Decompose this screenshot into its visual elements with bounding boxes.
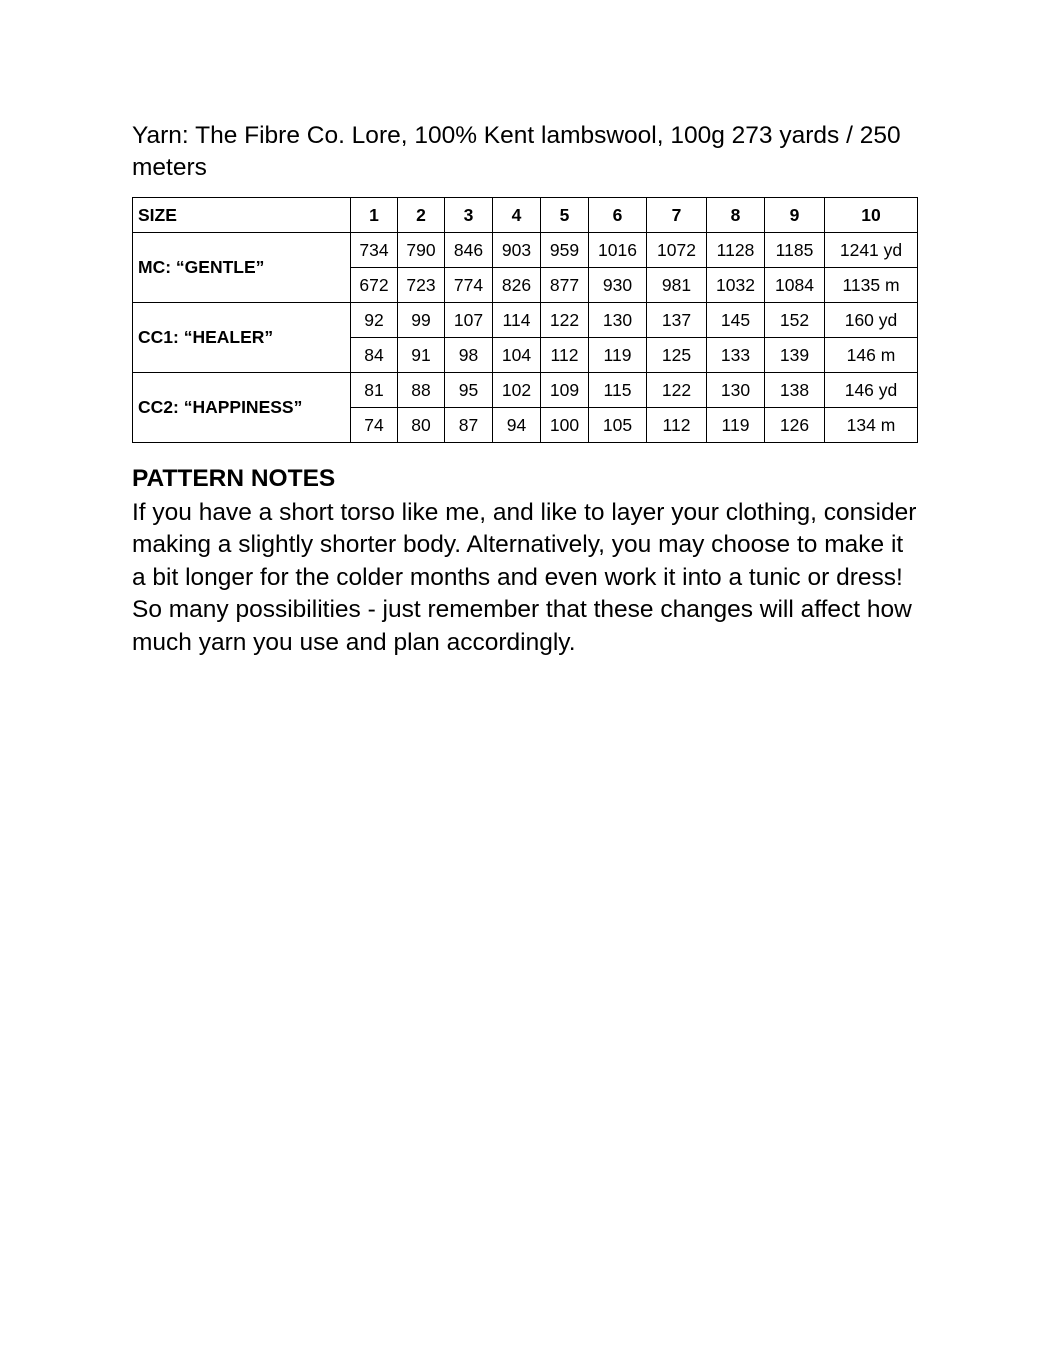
table-cell: 88 xyxy=(398,373,445,408)
table-row xyxy=(133,303,918,338)
table-cell: 80 xyxy=(398,408,445,443)
table-cell: 134 m xyxy=(825,408,918,443)
header-size: 3 xyxy=(445,198,493,233)
header-size: 9 xyxy=(765,198,825,233)
table-cell: 100 xyxy=(541,408,589,443)
table-cell: 102 xyxy=(493,373,541,408)
header-size: 8 xyxy=(707,198,765,233)
table-cell: 1072 xyxy=(647,233,707,268)
table-cell: 145 xyxy=(707,303,765,338)
table-cell: 846 xyxy=(445,233,493,268)
header-size-label: SIZE xyxy=(133,198,351,233)
yarn-quantity-table xyxy=(132,197,918,443)
table-cell: 903 xyxy=(493,233,541,268)
table-cell: 130 xyxy=(707,373,765,408)
table-cell: 112 xyxy=(541,338,589,373)
table-cell: 125 xyxy=(647,338,707,373)
table-cell: 1185 xyxy=(765,233,825,268)
header-size: 2 xyxy=(398,198,445,233)
table-cell: 87 xyxy=(445,408,493,443)
table-cell: 672 xyxy=(351,268,398,303)
table-row xyxy=(133,233,918,268)
table-cell: 1128 xyxy=(707,233,765,268)
table-cell: 1135 m xyxy=(825,268,918,303)
table-cell: 109 xyxy=(541,373,589,408)
table-cell: 137 xyxy=(647,303,707,338)
table-row xyxy=(133,373,918,408)
group-label-cc2: CC2: “HAPPINESS” xyxy=(133,373,351,443)
pattern-notes-heading: PATTERN NOTES xyxy=(132,465,336,492)
header-size: 6 xyxy=(589,198,647,233)
table-cell: 723 xyxy=(398,268,445,303)
table-cell: 115 xyxy=(589,373,647,408)
table-cell: 119 xyxy=(589,338,647,373)
yarn-description: Yarn: The Fibre Co. Lore, 100% Kent lambswool, 100g 273 yards / 250 meters xyxy=(132,122,901,181)
table-cell: 1084 xyxy=(765,268,825,303)
table-cell: 959 xyxy=(541,233,589,268)
table-cell: 826 xyxy=(493,268,541,303)
table-cell: 84 xyxy=(351,338,398,373)
table-cell: 877 xyxy=(541,268,589,303)
table-cell: 112 xyxy=(647,408,707,443)
group-label-cc1: CC1: “HEALER” xyxy=(133,303,351,373)
table-cell: 146 yd xyxy=(825,373,918,408)
header-size: 7 xyxy=(647,198,707,233)
table-cell: 790 xyxy=(398,233,445,268)
table-cell: 122 xyxy=(541,303,589,338)
header-size: 1 xyxy=(351,198,398,233)
table-header-row xyxy=(133,198,918,233)
table-cell: 1241 yd xyxy=(825,233,918,268)
table-cell: 146 m xyxy=(825,338,918,373)
table-cell: 92 xyxy=(351,303,398,338)
table-cell: 98 xyxy=(445,338,493,373)
table-cell: 91 xyxy=(398,338,445,373)
group-label-mc: MC: “GENTLE” xyxy=(133,233,351,303)
table-cell: 94 xyxy=(493,408,541,443)
table-cell: 160 yd xyxy=(825,303,918,338)
table-cell: 81 xyxy=(351,373,398,408)
header-size: 5 xyxy=(541,198,589,233)
table-cell: 139 xyxy=(765,338,825,373)
table-cell: 104 xyxy=(493,338,541,373)
table-cell: 74 xyxy=(351,408,398,443)
table-cell: 981 xyxy=(647,268,707,303)
table-cell: 734 xyxy=(351,233,398,268)
table-cell: 119 xyxy=(707,408,765,443)
table-cell: 130 xyxy=(589,303,647,338)
table-cell: 1016 xyxy=(589,233,647,268)
table-cell: 122 xyxy=(647,373,707,408)
table-cell: 107 xyxy=(445,303,493,338)
table-cell: 126 xyxy=(765,408,825,443)
header-size: 4 xyxy=(493,198,541,233)
table-cell: 1032 xyxy=(707,268,765,303)
table-cell: 95 xyxy=(445,373,493,408)
table-cell: 774 xyxy=(445,268,493,303)
table-cell: 105 xyxy=(589,408,647,443)
pattern-notes-body: If you have a short torso like me, and like to layer your clothing, consider making a slightly shorter body. Alternatively, you may choose to make it a bit longer for the colder months and even work it into a tunic or dress! So many possibilities - just remember that these changes will affect how much yarn you use and plan accordingly. xyxy=(132,499,917,656)
table-cell: 133 xyxy=(707,338,765,373)
table-cell: 99 xyxy=(398,303,445,338)
table-cell: 930 xyxy=(589,268,647,303)
page-content xyxy=(132,120,918,659)
header-size: 10 xyxy=(825,198,918,233)
table-cell: 138 xyxy=(765,373,825,408)
table-cell: 152 xyxy=(765,303,825,338)
table-cell: 114 xyxy=(493,303,541,338)
